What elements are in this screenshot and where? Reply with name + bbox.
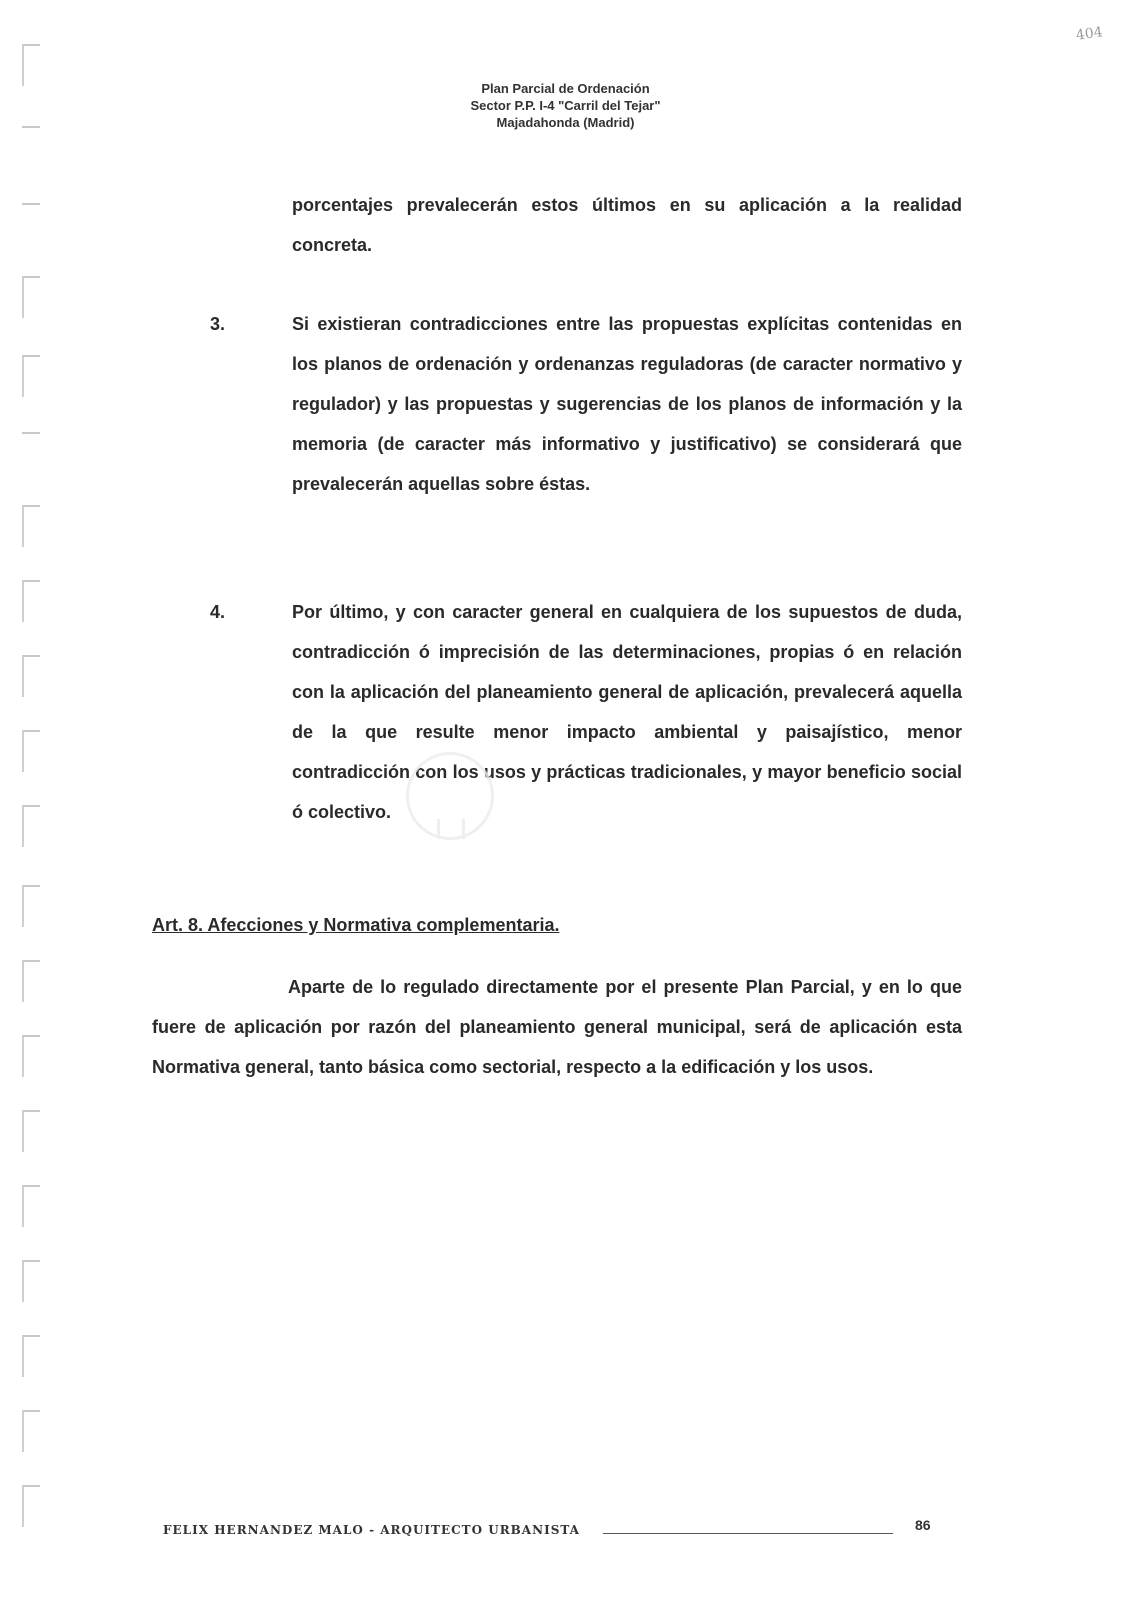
document-header	[0, 80, 1131, 131]
binding-mark	[22, 1110, 40, 1152]
article-heading: Art. 8. Afecciones y Normativa complementaria.	[152, 915, 560, 935]
page-number: 86	[915, 1517, 931, 1533]
binding-mark	[22, 805, 40, 847]
binding-mark	[22, 505, 40, 547]
binding-mark	[22, 276, 40, 318]
binding-mark	[22, 1260, 40, 1302]
binding-mark	[22, 1410, 40, 1452]
binding-mark	[22, 1185, 40, 1227]
binding-mark	[22, 960, 40, 1002]
binding-mark	[22, 730, 40, 772]
binding-mark	[22, 1035, 40, 1077]
binding-mark	[22, 1335, 40, 1377]
footer-rule	[603, 1533, 893, 1534]
continuation-paragraph: porcentajes prevalecerán estos últimos en su aplicación a la realidad concreta.	[292, 195, 962, 255]
corner-handwritten-mark: 404	[1075, 24, 1104, 44]
list-item-text: Por último, y con caracter general en cualquiera de los supuestos de duda, contradicción ó imprecisión de las determinaciones, propias ó en relación con la aplicación del planeamiento general de aplicación, prevalecerá aquella de la que resulte menor impacto ambiental y paisajístico, menor contradicción con los usos y prácticas tradicionales, y mayor beneficio social ó colectivo.	[292, 602, 962, 822]
footer-author: FELIX HERNANDEZ MALO - ARQUITECTO URBANISTA	[163, 1523, 580, 1537]
binding-mark	[22, 580, 40, 622]
list-item-text: Si existieran contradicciones entre las propuestas explícitas contenidas en los planos de ordenación y ordenanzas reguladoras (de caracter normativo y regulador) y las propuestas y sugerencias de los planos de información y la memoria (de caracter más informativo y justificativo) se considerará que prevalecerán aquellas sobre éstas.	[292, 314, 962, 494]
binding-mark	[22, 355, 40, 397]
header-location: Majadahonda (Madrid)	[496, 115, 635, 130]
page-footer	[163, 1517, 943, 1547]
binding-mark	[22, 432, 40, 446]
header-title: Plan Parcial de Ordenación	[481, 81, 650, 96]
header-sector: Sector P.P. I-4 "Carril del Tejar"	[470, 98, 661, 113]
binding-mark	[22, 1485, 40, 1527]
list-item-number: 4.	[210, 602, 226, 622]
binding-mark	[22, 655, 40, 697]
watermark-icon	[406, 752, 494, 840]
list-item-number: 3.	[210, 314, 226, 334]
article-paragraph: Aparte de lo regulado directamente por el presente Plan Parcial, y en lo que fuere de aplicación por razón del planeamiento general municipal, será de aplicación esta Normativa general, tanto básica como sectorial, respecto a la edificación y los usos.	[152, 977, 962, 1077]
binding-mark	[22, 885, 40, 927]
binding-mark	[22, 203, 40, 217]
